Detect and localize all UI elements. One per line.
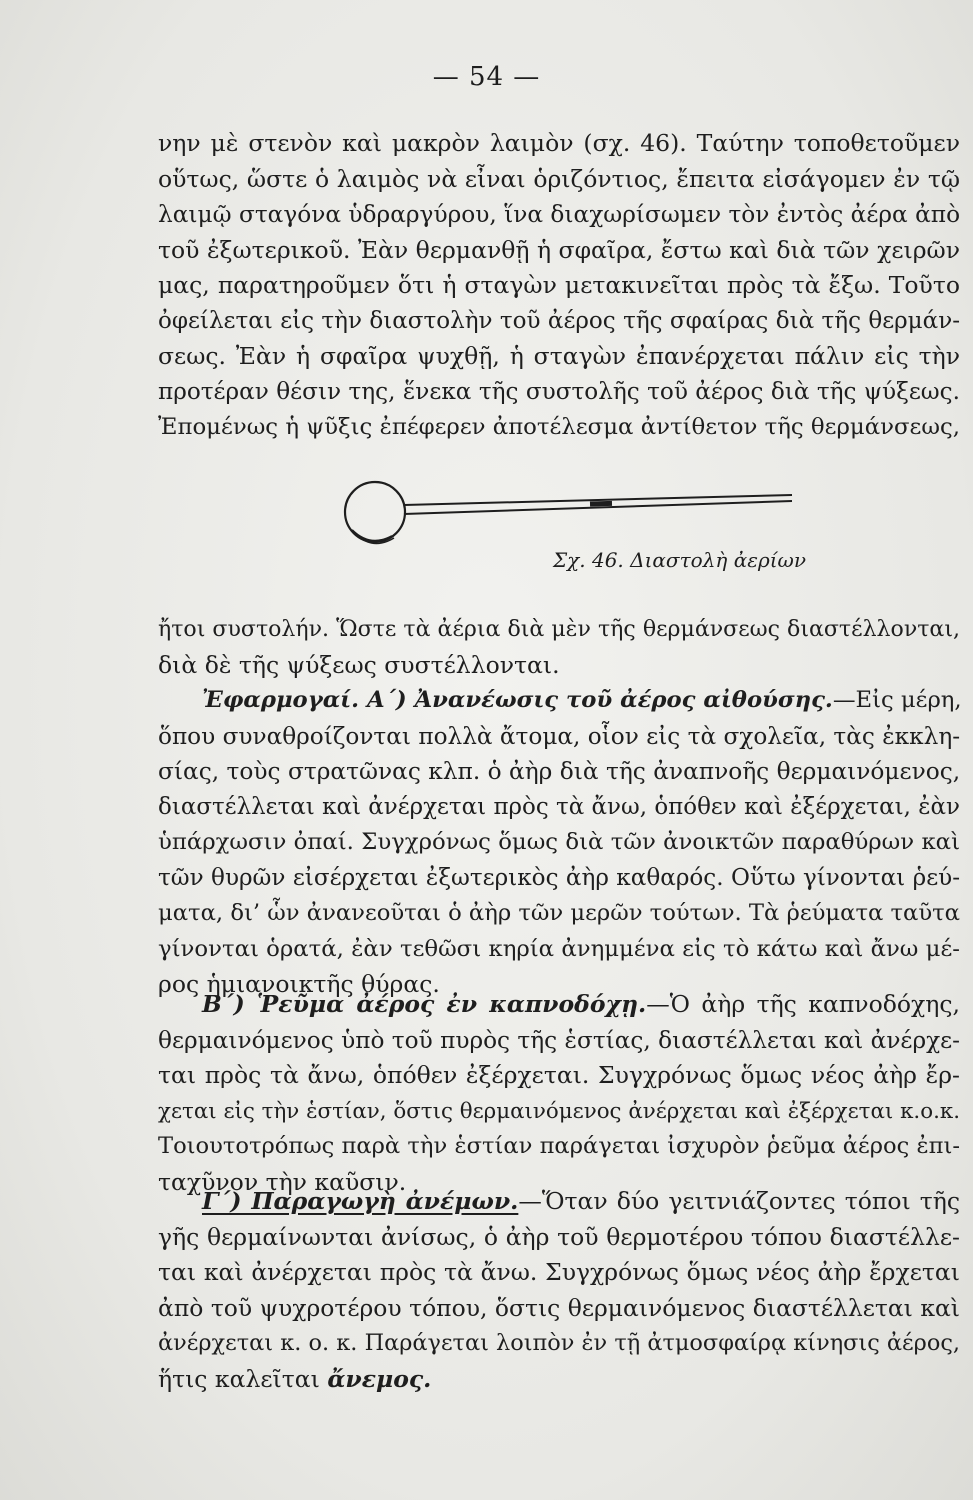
text-line: χεται εἰς τὴν ἑστίαν, ὅστις θερμαινόμενος ἀνέρχεται καὶ ἐξέρχεται κ.ο.κ. [158, 1098, 960, 1124]
section-c-heading: Γ΄) Παραγωγὴ ἀνέμων. [202, 1187, 519, 1215]
term-anemos: ἄνεμος. [327, 1364, 432, 1393]
section-b-heading: Β΄) Ῥεῦμα ἀέρος ἐν καπνοδόχῃ. [202, 990, 647, 1018]
text-line: γῆς θερμαίνωνται ἀνίσως, ὁ ἀὴρ τοῦ θερμοτέρου τόπου διαστέλλε- [158, 1222, 960, 1251]
section-b-first-line [158, 987, 960, 1023]
text-line: διὰ δὲ τῆς ψύξεως συστέλλονται. [158, 650, 560, 679]
text-line: ται πρὸς τὰ ἄνω, ὁπόθεν ἐξέρχεται. Συγχρόνως ὅμως νέος ἀὴρ ἔρ- [158, 1061, 960, 1089]
text-line: μας, παρατηροῦμεν ὅτι ἡ σταγὼν μετακινεῖται πρὸς τὰ ἔξω. Τοῦτο [158, 271, 960, 299]
text-line: Τοιουτοτρόπως παρὰ τὴν ἑστίαν παράγεται ἰσχυρὸν ῥεῦμα ἀέρος ἐπι- [158, 1133, 960, 1159]
text-line: ὀφείλεται εἰς τὴν διαστολὴν τοῦ ἀέρος τῆς σφαίρας διὰ τῆς θερμάν- [158, 307, 960, 334]
text-line: τοῦ ἐξωτερικοῦ. Ἐὰν θερμανθῇ ἡ σφαῖρα, ἔστω καὶ διὰ τῶν χειρῶν [158, 235, 960, 264]
text-line: ται καὶ ἀνέρχεται πρὸς τὰ ἄνω. Συγχρόνως ὅμως νέος ἀὴρ ἔρχεται [158, 1258, 960, 1286]
page-number: — 54 — [432, 62, 541, 92]
paragraph-conclusion [158, 612, 960, 683]
text-line: σίας, τοὺς στρατῶνας κλπ. ὁ ἀὴρ διὰ τῆς ἀναπνοῆς θερμαινόμενος, [158, 758, 961, 785]
text-line: ὅπου συναθροίζονται πολλὰ ἄτομα, οἷον εἰς τὰ σχολεῖα, τὰς ἐκκλη- [158, 722, 961, 750]
text-line: νην μὲ στενὸν καὶ μακρὸν λαιμὸν (σχ. 46). Ταύτην τοποθετοῦμεν [158, 129, 960, 157]
text-line: τῶν θυρῶν εἰσέρχεται ἐξωτερικὸς ἀὴρ καθαρός. Οὕτω γίνονται ῥεύ- [158, 864, 960, 891]
text-line: ματα, δι’ ὧν ἀνανεοῦται ὁ ἀὴρ τῶν μερῶν τούτων. Τὰ ῥεύματα ταῦτα [158, 900, 960, 926]
text-line: Ἐπομένως ἡ ψῦξις ἐπέφερεν ἀποτέλεσμα ἀντίθετον τῆς θερμάνσεως, [158, 414, 960, 440]
text-line: διαστέλλεται καὶ ἀνέρχεται πρὸς τὰ ἄνω, ὁπόθεν καὶ ἐξέρχεται, ἐὰν [158, 793, 960, 820]
section-a-heading-rest: —Εἰς μέρη, [832, 687, 962, 713]
section-c [158, 1184, 960, 1397]
section-a-heading: Ἐφαρμογαί. Α΄) Ἀνανέωσις τοῦ ἀέρος αἰθούσης. [202, 687, 833, 713]
paragraph-intro [158, 126, 960, 446]
section-a-first-line [158, 683, 960, 719]
section-a [158, 683, 960, 1003]
text-line: ταχῦνον τὴν καῦσιν. [158, 1167, 407, 1196]
text-line: ἀνέρχεται κ. ο. κ. Παράγεται λοιπὸν ἐν τῇ ἀτμοσφαίρᾳ κίνησις ἀέρος, [158, 1330, 960, 1356]
mercury-drop [590, 503, 612, 504]
figure-caption: Σχ. 46. Διαστολὴ ἀερίων [553, 548, 807, 572]
text-line: προτέραν θέσιν της, ἕνεκα τῆς συστολῆς τοῦ ἀέρος διὰ τῆς ψύξεως. [158, 378, 960, 405]
text-line: γίνονται ὁρατά, ἐὰν τεθῶσι κηρία ἀνημμένα εἰς τὸ κάτω καὶ ἄνω μέ- [158, 935, 960, 962]
text-line: οὕτως, ὥστε ὁ λαιμὸς νὰ εἶναι ὁριζόντιος, ἔπειτα εἰσάγομεν ἐν τῷ [158, 164, 960, 193]
last-line [158, 1362, 960, 1398]
section-b-heading-rest: —Ὁ ἀὴρ τῆς καπνοδόχης, [646, 990, 960, 1018]
text-line: λαιμῷ σταγόνα ὑδραργύρου, ἵνα διαχωρίσωμεν τὸν ἐντὸς ἀέρα ἀπὸ [158, 201, 961, 228]
section-b [158, 987, 960, 1200]
text-line: θερμαινόμενος ὑπὸ τοῦ πυρὸς τῆς ἑστίας, διαστέλλεται καὶ ἀνέρχε- [158, 1026, 961, 1054]
last-line-text: ἥτις καλεῖται [158, 1364, 328, 1393]
section-c-first-line [158, 1184, 960, 1220]
text-line: ἀπὸ τοῦ ψυχροτέρου τόπου, ὅστις θερμαινόμενος διαστέλλεται καὶ [158, 1293, 960, 1322]
text-line: ρος ἡμιανοικτῆς θύρας. [158, 970, 440, 998]
bulb-shadow [352, 530, 392, 541]
text-line: ὑπάρχωσιν ὀπαί. Συγχρόνως ὅμως διὰ τῶν ἀνοικτῶν παραθύρων καὶ [158, 829, 960, 855]
section-c-heading-rest: —Ὅταν δύο γειτνιάζοντες τόποι τῆς [518, 1187, 960, 1215]
text-line: σεως. Ἐὰν ἡ σφαῖρα ψυχθῇ, ἡ σταγὼν ἐπανέρχεται πάλιν εἰς τὴν [158, 342, 960, 370]
text-line: ἤτοι συστολήν. Ὥστε τὰ ἀέρια διὰ μὲν τῆς θερμάνσεως διαστέλλονται, [158, 617, 960, 642]
